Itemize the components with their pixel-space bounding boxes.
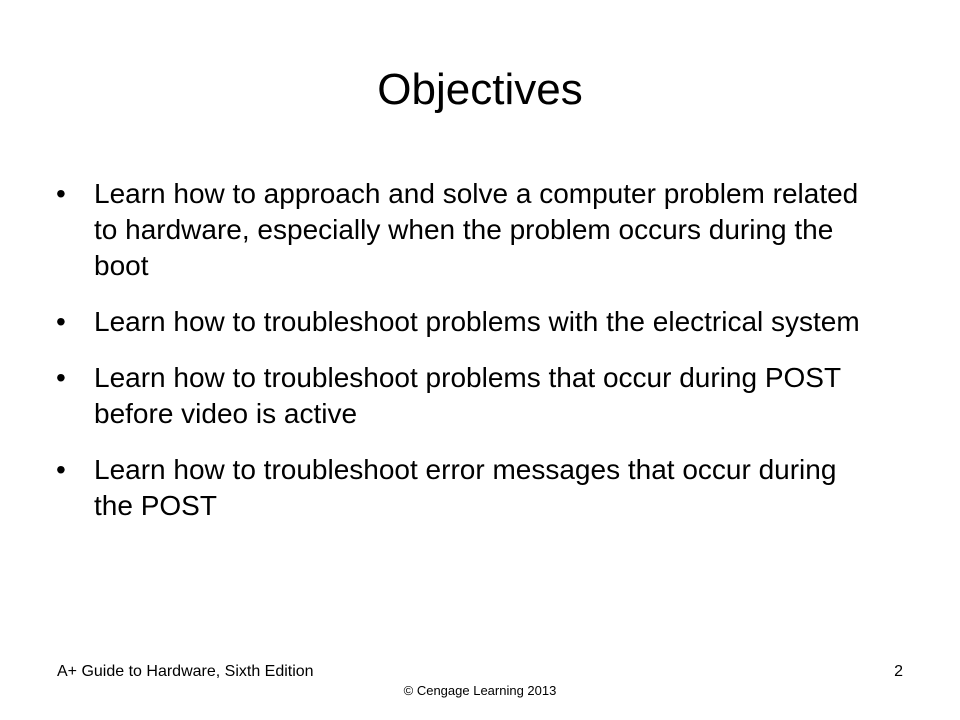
bullet-icon: • [56, 306, 66, 337]
bullet-icon: • [56, 454, 66, 485]
bullet-text: Learn how to troubleshoot problems with the electrical system [94, 306, 860, 337]
bullet-item [56, 360, 876, 432]
footer-book-title: A+ Guide to Hardware, Sixth Edition [57, 663, 314, 680]
bullet-text: Learn how to approach and solve a computer problem related to hardware, especially when the problem occurs during the boot [94, 178, 859, 281]
footer-copyright: © Cengage Learning 2013 [403, 683, 557, 698]
bullet-item [56, 176, 876, 284]
bullet-list [56, 176, 876, 544]
footer-page-number: 2 [894, 663, 903, 680]
bullet-icon: • [56, 362, 66, 393]
bullet-item [56, 304, 876, 340]
bullet-text: Learn how to troubleshoot error messages that occur during the POST [94, 454, 837, 521]
bullet-item [56, 452, 876, 524]
slide-title: Objectives [377, 65, 583, 114]
bullet-text: Learn how to troubleshoot problems that occur during POST before video is active [94, 362, 841, 429]
bullet-icon: • [56, 178, 66, 209]
